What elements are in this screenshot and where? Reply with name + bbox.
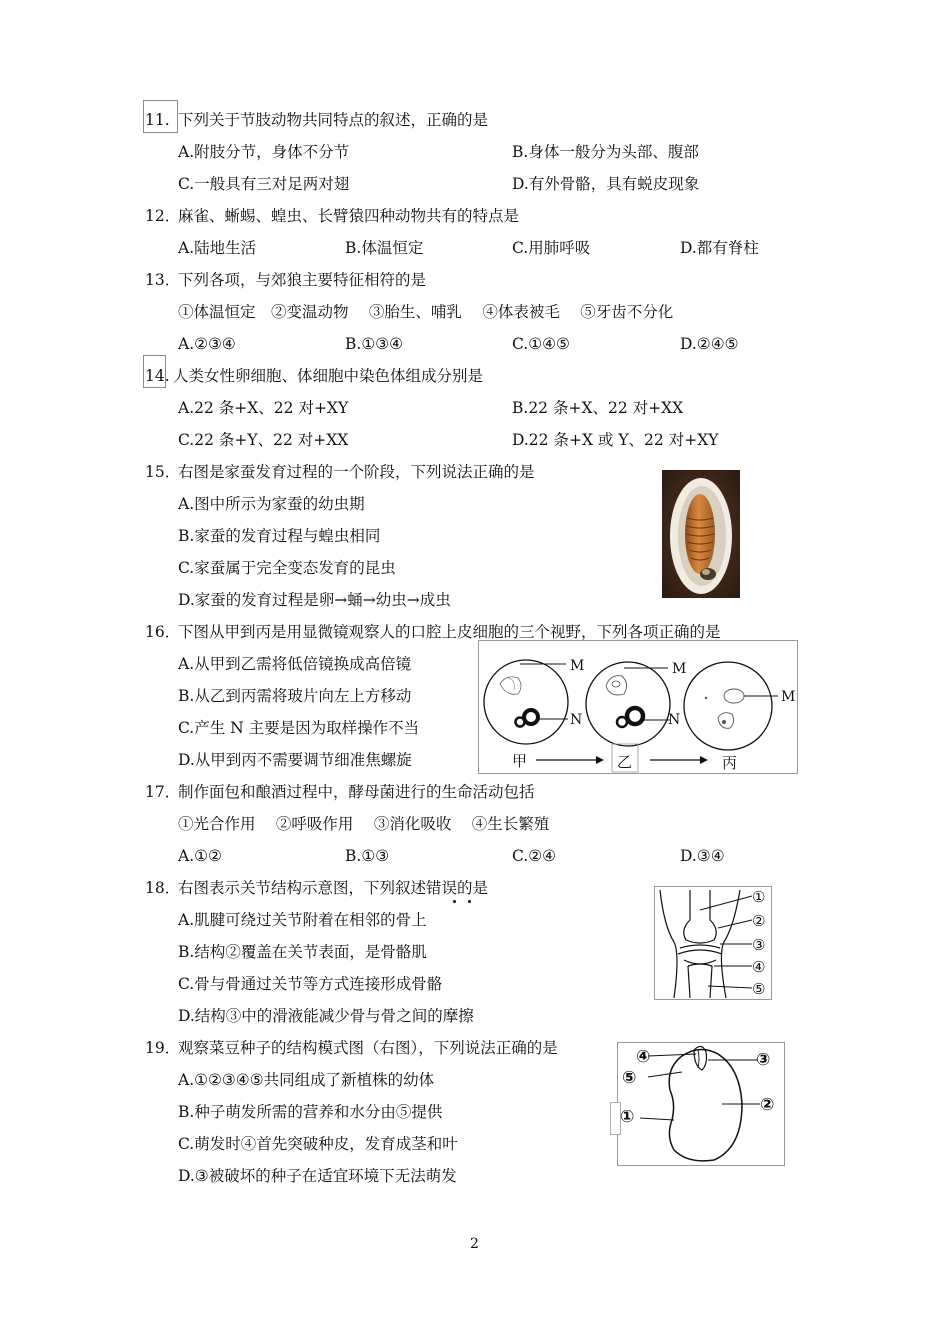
question-16-option-d: D.从甲到丙不需要调节细准焦螺旋 <box>178 751 412 769</box>
question-15-stem: 右图是家蚕发育过程的一个阶段，下列说法正确的是 <box>178 463 535 481</box>
question-19-option-c: C.萌发时④首先突破种皮，发育成茎和叶 <box>178 1135 458 1153</box>
question-15-option-d: D.家蚕的发育过程是卵→蛹→幼虫→成虫 <box>178 591 451 609</box>
question-14-number: 14. <box>145 367 170 385</box>
question-11-option-d: D.有外骨骼，具有蜕皮现象 <box>512 175 700 193</box>
question-14-option-a: A.22 条+X、22 对+XY <box>178 399 349 417</box>
question-15-option-c: C.家蚕属于完全变态发育的昆虫 <box>178 559 396 577</box>
question-15-number: 15． <box>145 463 181 481</box>
question-13-number: 13． <box>145 271 181 289</box>
question-19-stem: 观察菜豆种子的结构模式图（右图），下列说法正确的是 <box>178 1039 558 1057</box>
question-18-option-d: D.结构③中的滑液能减少骨与骨之间的摩擦 <box>178 1007 474 1025</box>
question-12-option-a: A.陆地生活 <box>178 239 257 257</box>
question-17-option-c: C.②④ <box>512 847 557 865</box>
joint-label-2: ② <box>752 912 766 930</box>
bean-seed-figure <box>610 1040 786 1168</box>
question-17-items: ①光合作用 ②呼吸作用 ③消化吸收 ④生长繁殖 <box>178 815 550 833</box>
field-yi-label-m: M <box>672 661 687 677</box>
joint-structure-figure <box>654 886 774 1000</box>
question-13-option-b: B.①③④ <box>345 335 404 353</box>
question-19-option-d: D.③被破坏的种子在适宜环境下无法萌发 <box>178 1167 457 1185</box>
question-16-option-a: A.从甲到乙需将低倍镜换成高倍镜 <box>178 655 412 673</box>
question-11-option-a: A.附肢分节，身体不分节 <box>178 143 350 161</box>
question-14-option-c: C.22 条+Y、22 对+XX <box>178 431 349 449</box>
joint-label-4: ④ <box>752 958 766 976</box>
page-number: 2 <box>470 1236 479 1252</box>
question-18-option-b: B.结构②覆盖在关节表面，是骨骼肌 <box>178 943 427 961</box>
question-16-option-b: B.从乙到丙需将玻片向左上方移动 <box>178 687 412 705</box>
question-13-items: ①体温恒定 ②变温动物 ③胎生、哺乳 ④体表被毛 ⑤牙齿不分化 <box>178 303 674 321</box>
question-17-option-a: A.①② <box>178 847 222 865</box>
question-17-option-b: B.①③ <box>345 847 390 865</box>
question-15-option-b: B.家蚕的发育过程与蝗虫相同 <box>178 527 381 545</box>
question-13-option-c: C.①④⑤ <box>512 335 570 353</box>
question-13-option-d: D.②④⑤ <box>680 335 739 353</box>
question-17-option-d: D.③④ <box>680 847 725 865</box>
question-19-option-b: B.种子萌发所需的营养和水分由⑤提供 <box>178 1103 443 1121</box>
question-16-number: 16． <box>145 623 181 641</box>
question-16-option-c: C.产生 N 主要是因为取样操作不当 <box>178 719 420 737</box>
question-11-stem: 下列关于节肢动物共同特点的叙述，正确的是 <box>178 111 489 129</box>
question-14-stem: 人类女性卵细胞、体细胞中染色体组成分别是 <box>173 367 484 385</box>
question-12-option-c: C.用肺呼吸 <box>512 239 591 257</box>
field-bing-label-m: M <box>781 689 796 705</box>
field-bing-caption: 丙 <box>722 754 738 772</box>
field-jia-label-n: N <box>570 712 583 728</box>
question-19-number: 19． <box>145 1039 181 1057</box>
question-18-option-a: A.肌腱可绕过关节附着在相邻的骨上 <box>178 911 427 929</box>
question-13-stem: 下列各项，与郊狼主要特征相符的是 <box>178 271 427 289</box>
question-17-stem: 制作面包和酿酒过程中，酵母菌进行的生命活动包括 <box>178 783 535 801</box>
question-14-option-b: B.22 条+X、22 对+XX <box>512 399 684 417</box>
question-12-option-b: B.体温恒定 <box>345 239 424 257</box>
emphasis-dot <box>468 900 471 903</box>
seed-label-4: ④ <box>636 1047 651 1067</box>
seed-label-2: ② <box>760 1095 775 1115</box>
question-14-option-d: D.22 条+X 或 Y、22 对+XY <box>512 431 719 449</box>
joint-label-1: ① <box>752 888 766 906</box>
question-11-number: 11. <box>145 111 170 129</box>
emphasis-dot <box>453 900 456 903</box>
question-13-option-a: A.②③④ <box>178 335 236 353</box>
question-15-option-a: A.图中所示为家蚕的幼虫期 <box>178 495 365 513</box>
question-18-number: 18． <box>145 879 181 897</box>
joint-label-5: ⑤ <box>752 980 766 998</box>
question-11-option-b: B.身体一般分为头部、腹部 <box>512 143 699 161</box>
question-12-number: 12． <box>145 207 181 225</box>
field-yi-caption: 乙 <box>617 753 633 771</box>
seed-label-5: ⑤ <box>622 1068 637 1088</box>
question-11-option-c: C.一般具有三对足两对翅 <box>178 175 350 193</box>
seed-label-3: ③ <box>756 1050 771 1070</box>
field-jia-label-m: M <box>570 658 585 674</box>
question-18-option-c: C.骨与骨通过关节等方式连接形成骨骼 <box>178 975 443 993</box>
question-16-stem: 下图从甲到丙是用显微镜观察人的口腔上皮细胞的三个视野，下列各项正确的是 <box>178 623 721 641</box>
seed-label-1: ① <box>620 1107 635 1127</box>
question-17-number: 17． <box>145 783 181 801</box>
question-18-stem: 右图表示关节结构示意图，下列叙述错误的是 <box>178 879 489 897</box>
joint-label-3: ③ <box>752 936 766 954</box>
question-19-option-a: A.①②③④⑤共同组成了新植株的幼体 <box>178 1071 435 1089</box>
field-jia-caption: 甲 <box>512 752 528 770</box>
field-yi-label-n: N <box>668 712 681 728</box>
silkworm-pupa-photo <box>662 470 740 598</box>
microscope-fields-figure <box>478 640 798 774</box>
question-12-option-d: D.都有脊柱 <box>680 239 759 257</box>
question-12-stem: 麻雀、蜥蜴、蝗虫、长臂猿四种动物共有的特点是 <box>178 207 520 225</box>
